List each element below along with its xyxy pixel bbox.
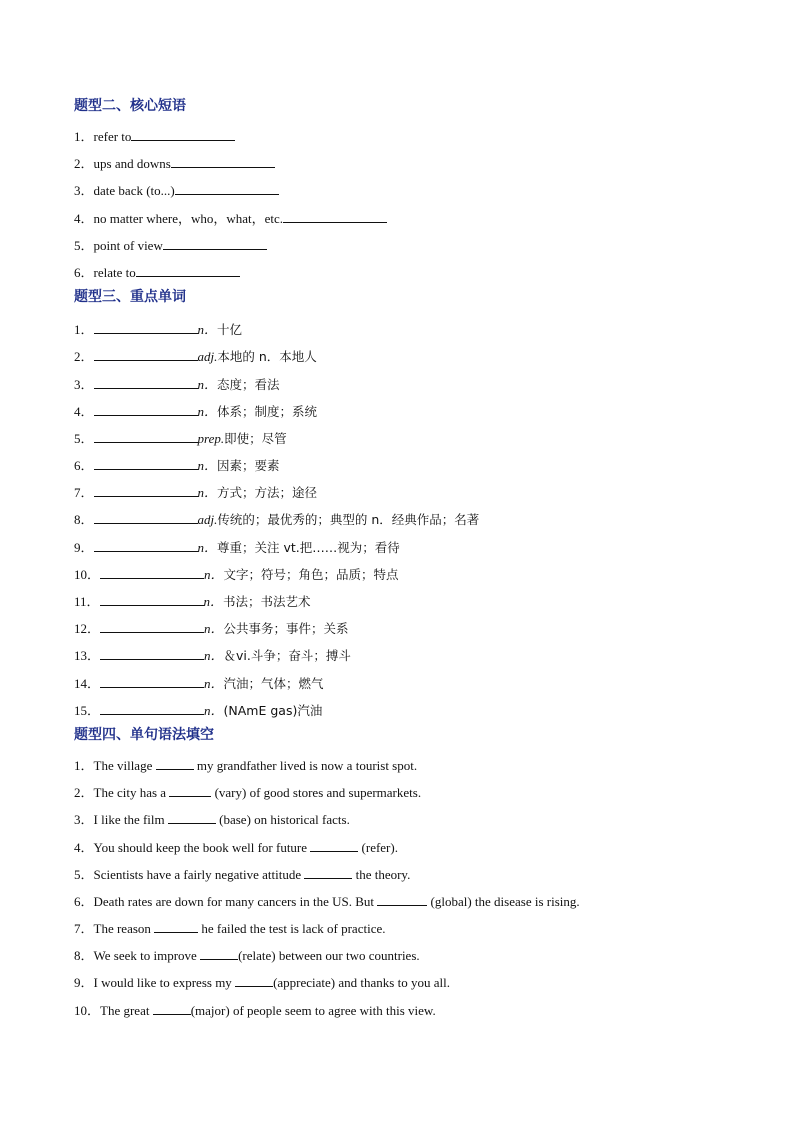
meaning-text: 文字；符号；角色；品质；特点 bbox=[223, 566, 399, 582]
answer-blank[interactable] bbox=[94, 377, 198, 389]
answer-blank[interactable] bbox=[171, 156, 275, 168]
word-hint: (global) bbox=[430, 893, 472, 909]
item-number: 10． bbox=[74, 1002, 101, 1018]
part-of-speech: n． bbox=[204, 702, 224, 718]
section-core-phrases bbox=[74, 95, 734, 286]
item-number: 4． bbox=[74, 839, 94, 855]
sentence-before: I would like to express my bbox=[93, 975, 232, 991]
meaning-text: 公共事务；事件；关系 bbox=[223, 621, 349, 637]
item-number: 9． bbox=[74, 539, 94, 555]
sentence-before: Scientists have a fairly negative attitude bbox=[93, 866, 302, 882]
sentence-after: on historical facts. bbox=[254, 812, 350, 828]
item-number: 14． bbox=[74, 675, 101, 691]
phrase-text: date back (to...) bbox=[93, 183, 175, 199]
meaning-text: 汽油；气体；燃气 bbox=[223, 675, 324, 691]
word-hint: (appreciate) bbox=[273, 975, 336, 991]
part-of-speech: n． bbox=[204, 566, 224, 582]
list-item bbox=[74, 642, 734, 669]
answer-blank[interactable] bbox=[153, 1003, 191, 1015]
meaning-text: 尊重；关注 vt.把……视为；看待 bbox=[217, 539, 400, 555]
answer-blank[interactable] bbox=[94, 404, 198, 416]
word-hint: (base) bbox=[219, 812, 251, 828]
item-number: 3． bbox=[74, 376, 94, 392]
item-number: 2． bbox=[74, 785, 94, 801]
section-title: 题型三、重点单词 bbox=[74, 289, 186, 306]
part-of-speech: n． bbox=[204, 621, 224, 637]
item-number: 7． bbox=[74, 485, 94, 501]
list-item bbox=[74, 371, 734, 398]
sentence-after: the disease is rising. bbox=[474, 893, 580, 909]
answer-blank[interactable] bbox=[94, 349, 198, 361]
answer-blank[interactable] bbox=[94, 458, 198, 470]
answer-blank[interactable] bbox=[94, 322, 198, 334]
item-number: 8． bbox=[74, 948, 94, 964]
answer-blank[interactable] bbox=[100, 703, 204, 715]
list-item bbox=[74, 177, 734, 204]
list-item bbox=[74, 205, 734, 232]
sentence-before: You should keep the book well for future bbox=[93, 839, 308, 855]
sentence-before: The village bbox=[93, 757, 153, 773]
list-item bbox=[74, 697, 734, 724]
list-item bbox=[74, 888, 734, 915]
item-number: 2． bbox=[74, 156, 94, 172]
answer-blank[interactable] bbox=[304, 867, 352, 879]
part-of-speech: n． bbox=[197, 376, 218, 392]
item-number: 12． bbox=[74, 621, 101, 637]
answer-blank[interactable] bbox=[136, 265, 240, 277]
sentence-before: We seek to improve bbox=[93, 948, 197, 964]
sentence-before: The great bbox=[100, 1002, 150, 1018]
list-item bbox=[74, 452, 734, 479]
meaning-text: 体系；制度；系统 bbox=[217, 403, 318, 419]
list-item bbox=[74, 479, 734, 506]
answer-blank[interactable] bbox=[100, 648, 204, 660]
item-number: 7． bbox=[74, 921, 94, 937]
answer-blank[interactable] bbox=[131, 129, 235, 141]
sentence-after: my grandfather lived is now a tourist spot. bbox=[196, 757, 418, 773]
list-item bbox=[74, 150, 734, 177]
answer-blank[interactable] bbox=[235, 975, 273, 987]
worksheet-page bbox=[74, 95, 734, 1024]
part-of-speech: n． bbox=[197, 458, 218, 474]
list-item bbox=[74, 615, 734, 642]
answer-blank[interactable] bbox=[94, 485, 198, 497]
sentence-before: Death rates are down for many cancers in the US. But bbox=[93, 893, 375, 909]
list-item bbox=[74, 259, 734, 286]
answer-blank[interactable] bbox=[154, 921, 198, 933]
meaning-text: 书法；书法艺术 bbox=[223, 594, 311, 609]
meaning-text: (NAmE gas)汽油 bbox=[223, 702, 323, 718]
sentence-before: The city has a bbox=[93, 785, 167, 801]
meaning-text: ＆vi.斗争；奋斗；搏斗 bbox=[223, 648, 351, 664]
list-item bbox=[74, 752, 734, 779]
sentence-after: of good stores and supermarkets. bbox=[249, 785, 422, 801]
item-number: 9． bbox=[74, 975, 94, 991]
list-item bbox=[74, 343, 734, 370]
list-item bbox=[74, 915, 734, 942]
list-item bbox=[74, 534, 734, 561]
item-number: 1． bbox=[74, 322, 94, 338]
part-of-speech: adj. bbox=[197, 349, 218, 365]
answer-blank[interactable] bbox=[310, 840, 358, 852]
section-grammar-fill bbox=[74, 724, 734, 1024]
list-item bbox=[74, 398, 734, 425]
meaning-text: 传统的；最优秀的；典型的 n．经典作品；名著 bbox=[217, 512, 480, 528]
list-item bbox=[74, 806, 734, 833]
list-item bbox=[74, 506, 734, 533]
meaning-text: 本地的 n．本地人 bbox=[217, 349, 317, 365]
item-number: 10． bbox=[74, 566, 101, 582]
answer-blank[interactable] bbox=[163, 238, 267, 250]
list-item bbox=[74, 779, 734, 806]
item-number: 4． bbox=[74, 210, 94, 226]
answer-blank[interactable] bbox=[283, 211, 387, 223]
sentence-before: The reason bbox=[93, 921, 151, 937]
answer-blank[interactable] bbox=[100, 594, 204, 606]
meaning-text: 即使；尽管 bbox=[224, 430, 287, 446]
answer-blank[interactable] bbox=[100, 621, 204, 633]
part-of-speech: n． bbox=[197, 322, 218, 338]
list-item bbox=[74, 997, 734, 1024]
item-number: 5． bbox=[74, 866, 94, 882]
phrase-text: relate to bbox=[93, 264, 136, 280]
sentence-before: I like the film bbox=[93, 812, 165, 828]
item-number: 15． bbox=[74, 702, 101, 718]
part-of-speech: n． bbox=[204, 648, 224, 664]
item-number: 3． bbox=[74, 812, 94, 828]
meaning-text: 因素；要素 bbox=[217, 458, 280, 474]
list-item bbox=[74, 425, 734, 452]
answer-blank[interactable] bbox=[100, 567, 204, 579]
list-item bbox=[74, 588, 734, 615]
meaning-text: 态度；看法 bbox=[217, 376, 280, 392]
list-item bbox=[74, 670, 734, 697]
item-number: 1． bbox=[74, 757, 94, 773]
item-number: 6． bbox=[74, 458, 94, 474]
sentence-after: the theory. bbox=[355, 866, 411, 882]
phrase-text: ups and downs bbox=[93, 156, 171, 172]
answer-blank[interactable] bbox=[100, 676, 204, 688]
sentence-after: of people seem to agree with this view. bbox=[232, 1002, 436, 1018]
list-item bbox=[74, 942, 734, 969]
sentence-after: between our two countries. bbox=[278, 948, 420, 964]
answer-blank[interactable] bbox=[175, 183, 279, 195]
item-number: 5． bbox=[74, 430, 94, 446]
phrase-text: point of view bbox=[93, 237, 163, 253]
meaning-text: 方式；方法；途径 bbox=[217, 485, 318, 501]
list-item bbox=[74, 232, 734, 259]
list-item bbox=[74, 834, 734, 861]
answer-blank[interactable] bbox=[168, 812, 216, 824]
word-hint: (relate) bbox=[238, 948, 276, 964]
part-of-speech: adj. bbox=[197, 512, 218, 528]
list-item bbox=[74, 561, 734, 588]
answer-blank[interactable] bbox=[94, 540, 198, 552]
item-number: 8． bbox=[74, 512, 94, 528]
word-hint: (vary) bbox=[214, 785, 247, 801]
answer-blank[interactable] bbox=[377, 894, 427, 906]
section-title: 题型二、核心短语 bbox=[74, 98, 186, 114]
answer-blank[interactable] bbox=[169, 785, 211, 797]
item-number: 3． bbox=[74, 183, 94, 199]
word-hint: (refer). bbox=[361, 839, 398, 855]
word-hint: (major) bbox=[190, 1002, 230, 1018]
phrase-text: no matter where，who，what，etc. bbox=[93, 210, 284, 226]
part-of-speech: n． bbox=[197, 539, 218, 555]
item-number: 6． bbox=[74, 264, 94, 280]
section-key-words bbox=[74, 286, 734, 724]
sentence-after: he failed the test is lack of practice. bbox=[201, 921, 386, 937]
part-of-speech: prep. bbox=[197, 430, 225, 446]
part-of-speech: n． bbox=[203, 594, 224, 609]
list-item bbox=[74, 123, 734, 150]
answer-blank[interactable] bbox=[200, 948, 238, 960]
answer-blank[interactable] bbox=[94, 431, 198, 443]
item-number: 6． bbox=[74, 893, 94, 909]
answer-blank[interactable] bbox=[156, 758, 194, 770]
item-number: 4． bbox=[74, 403, 94, 419]
phrase-text: refer to bbox=[93, 129, 132, 144]
list-item bbox=[74, 969, 734, 996]
list-item bbox=[74, 316, 734, 343]
part-of-speech: n． bbox=[197, 403, 218, 419]
item-number: 1． bbox=[74, 129, 94, 144]
answer-blank[interactable] bbox=[94, 512, 198, 524]
part-of-speech: n． bbox=[204, 675, 224, 691]
item-number: 13． bbox=[74, 648, 101, 664]
section-title: 题型四、单句语法填空 bbox=[74, 726, 214, 743]
item-number: 11． bbox=[74, 594, 100, 609]
list-item bbox=[74, 861, 734, 888]
item-number: 2． bbox=[74, 349, 94, 365]
meaning-text: 十亿 bbox=[217, 322, 243, 338]
part-of-speech: n． bbox=[197, 485, 218, 501]
sentence-after: and thanks to you all. bbox=[338, 975, 450, 991]
item-number: 5． bbox=[74, 237, 94, 253]
